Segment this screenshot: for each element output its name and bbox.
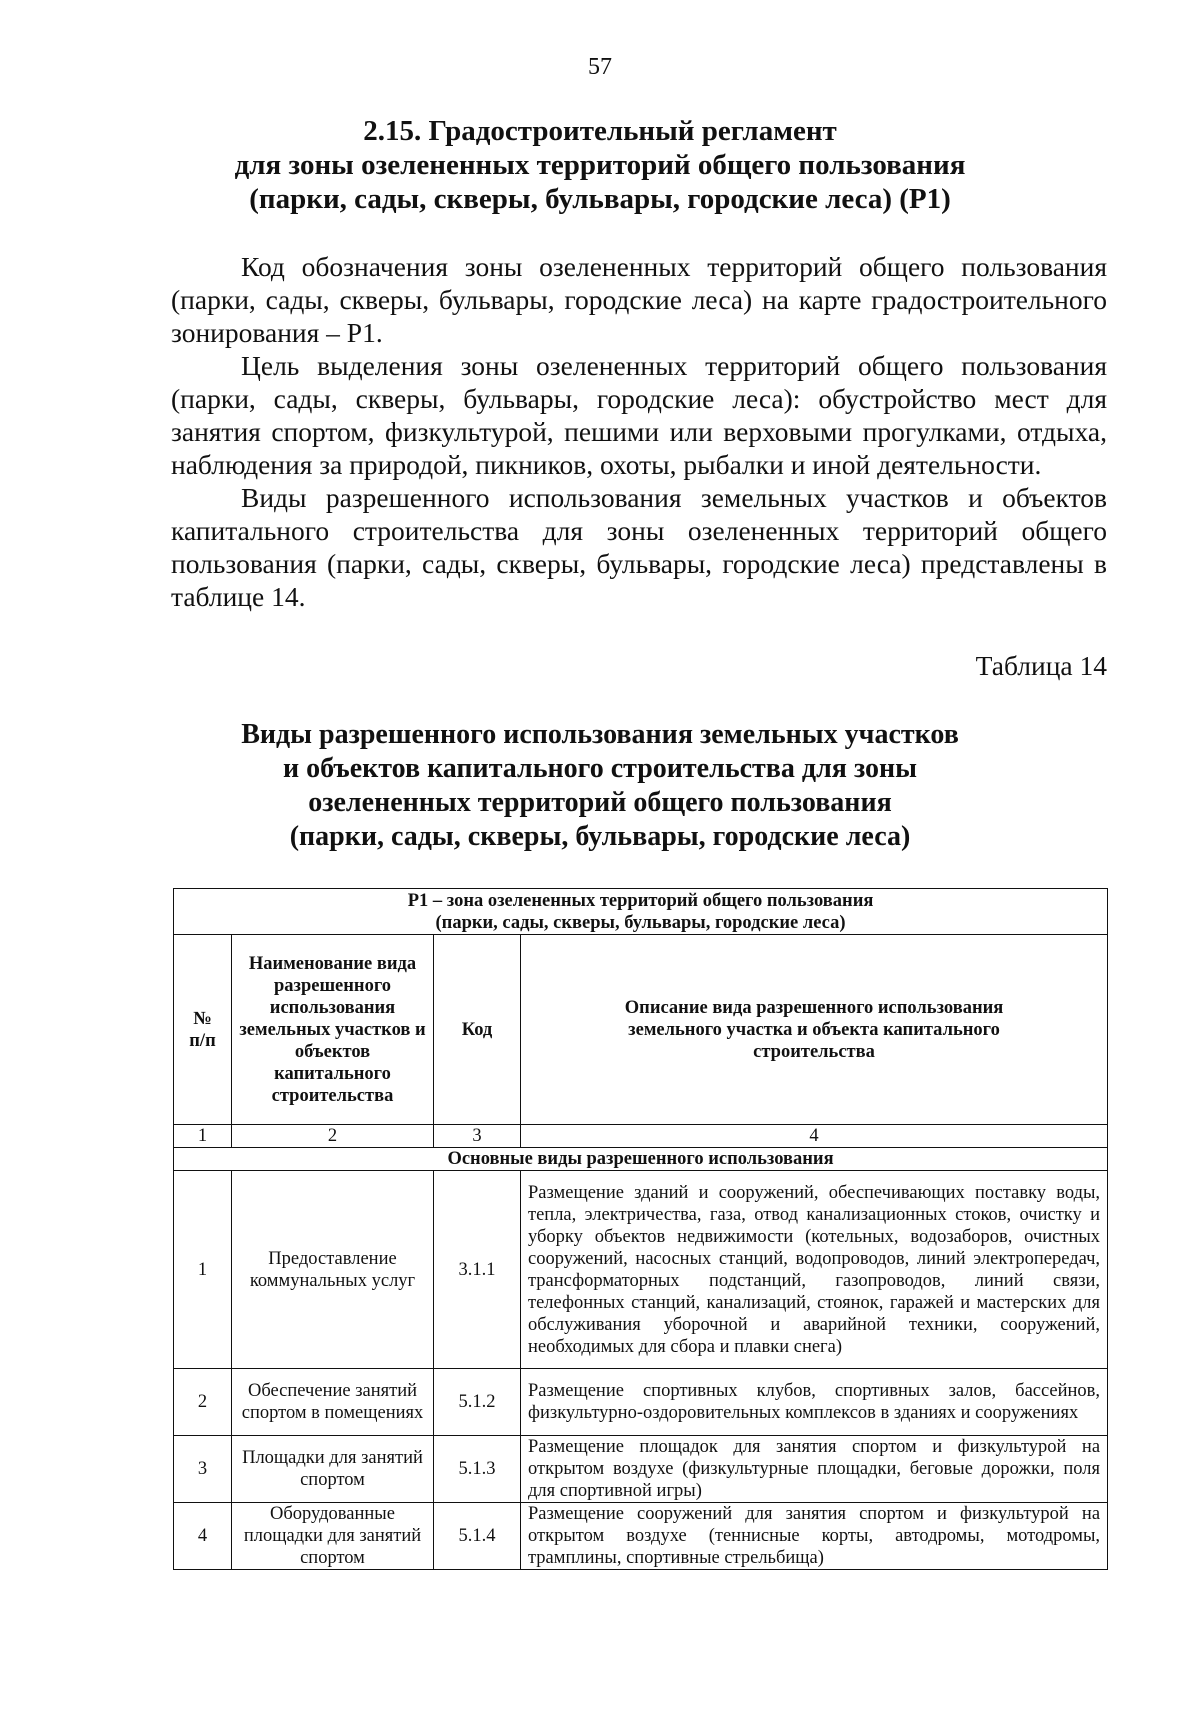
zone-title-row — [174, 889, 1108, 935]
permitted-uses-table — [173, 888, 1108, 1570]
zone-title-cell — [174, 889, 1108, 935]
table-title-line: Виды разрешенного использования земельных участков — [241, 719, 959, 750]
section-heading: Основные виды разрешенного использования — [174, 1148, 1108, 1171]
column-number: 3 — [434, 1125, 521, 1148]
table-row — [174, 1171, 1108, 1369]
header-num-line: № — [193, 1008, 212, 1029]
table-title-line: озелененных территорий общего пользования — [308, 787, 892, 818]
section-title-line: 2.15. Градостроительный регламент — [363, 115, 837, 147]
table-title — [150, 718, 1050, 854]
section-title-line: (парки, сады, скверы, бульвары, городские леса) (Р1) — [249, 183, 951, 215]
row-name: Предоставление коммунальных услуг — [232, 1171, 434, 1369]
row-description: Размещение спортивных клубов, спортивных залов, бассейнов, физкультурно-оздоровительных комплексов в зданиях и сооружениях — [521, 1369, 1108, 1436]
column-number: 1 — [174, 1125, 232, 1148]
zone-title-line: Р1 – зона озелененных территорий общего пользования — [407, 890, 874, 911]
column-number: 2 — [232, 1125, 434, 1148]
table-row — [174, 1369, 1108, 1436]
row-description: Размещение сооружений для занятия спортом и физкультурой на открытом воздухе (теннисные корты, автодромы, мотодромы, трамплины, спортивные стрельбища) — [521, 1503, 1108, 1570]
table-title-line: и объектов капитального строительства для зоны — [282, 753, 918, 784]
body-text — [171, 250, 1107, 613]
paragraph-zone-purpose: Цель выделения зоны озелененных территорий общего пользования (парки, сады, скверы, бульвары, городские леса): обустройство мест для занятия спортом, физкультурой, пешими или верховыми прогулками, отдыха, наблюдения за природой, пикников, охоты, рыбалки и иной деятельности. — [171, 350, 1107, 480]
header-description: Описание вида разрешенного использования земельного участка и объекта капитального строительства — [521, 935, 1108, 1125]
header-name: Наименование вида разрешенного использования земельных участков и объектов капитального строительства — [232, 935, 434, 1125]
row-code: 5.1.2 — [434, 1369, 521, 1436]
table-title-line: (парки, сады, скверы, бульвары, городские леса) — [289, 821, 911, 852]
row-name: Оборудованные площадки для занятий спортом — [232, 1503, 434, 1570]
row-name: Площадки для занятий спортом — [232, 1436, 434, 1503]
column-number: 4 — [521, 1125, 1108, 1148]
row-num: 4 — [174, 1503, 232, 1570]
column-numbers-row — [174, 1125, 1108, 1148]
header-num — [174, 935, 232, 1125]
row-code: 5.1.4 — [434, 1503, 521, 1570]
header-num-line: п/п — [189, 1030, 216, 1051]
row-description: Размещение площадок для занятия спортом и физкультурой на открытом воздухе (физкультурные площадки, беговые дорожки, поля для спортивной игры) — [521, 1436, 1108, 1503]
row-description: Размещение зданий и сооружений, обеспечивающих поставку воды, тепла, электричества, газа, отвод канализационных стоков, очистку и уборку объектов недвижимости (котельных, водозаборов, очистных сооружений, насосных станций, водопроводов, линий электропередач, трансформаторных подстанций, газопроводов, линий связи, телефонных станций, канализаций, стоянок, гаражей и мастерских для обслуживания уборочной и аварийной техники, сооружений, необходимых для сбора и плавки снега) — [521, 1171, 1108, 1369]
header-code: Код — [434, 935, 521, 1125]
row-code: 3.1.1 — [434, 1171, 521, 1369]
header-row — [174, 935, 1108, 1125]
row-num: 1 — [174, 1171, 232, 1369]
row-name: Обеспечение занятий спортом в помещениях — [232, 1369, 434, 1436]
section-title-line: для зоны озелененных территорий общего пользования — [234, 149, 966, 181]
table-row — [174, 1503, 1108, 1570]
row-num: 2 — [174, 1369, 232, 1436]
section-title — [150, 114, 1050, 216]
zone-title-line: (парки, сады, скверы, бульвары, городские леса) — [435, 912, 846, 933]
paragraph-zone-code: Код обозначения зоны озелененных территорий общего пользования (парки, сады, скверы, бульвары, городские леса) на карте градостроительного зонирования – Р1. — [171, 251, 1107, 348]
row-code: 5.1.3 — [434, 1436, 521, 1503]
table-label: Таблица 14 — [975, 650, 1107, 681]
row-num: 3 — [174, 1436, 232, 1503]
paragraph-permitted-uses: Виды разрешенного использования земельных участков и объектов капитального строительства для зоны озелененных территорий общего пользования (парки, сады, скверы, бульвары, городские леса) представлены в таблице 14. — [171, 482, 1107, 612]
section-heading-row — [174, 1148, 1108, 1171]
table-row — [174, 1436, 1108, 1503]
page-number: 57 — [588, 54, 612, 80]
